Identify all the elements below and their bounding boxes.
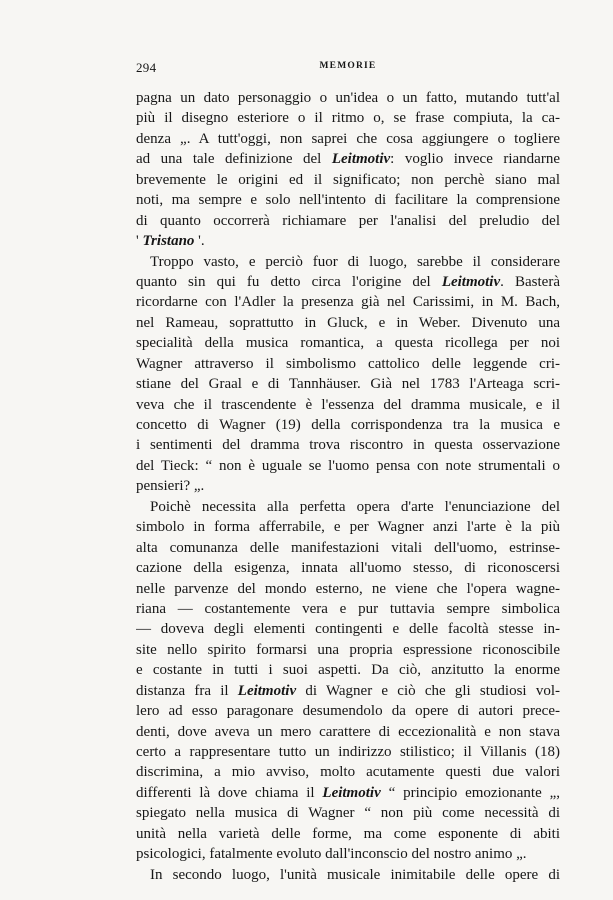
text-line: psicologici, fatalmente evoluto dall'inconscio del nostro animo „. xyxy=(136,846,527,863)
text-line: più il disegno esteriore o il ritmo o, se frase compiuta, la ca- xyxy=(136,110,560,127)
line-text: ' xyxy=(136,233,143,250)
running-head: MEMORIE xyxy=(319,61,377,71)
text-line: Troppo vasto, e perciò fuor di luogo, sarebbe il considerare xyxy=(150,253,560,270)
text-line: di quanto occorrerà richiamare per l'analisi del preludio del xyxy=(136,212,560,229)
italic-term: Leitmotiv xyxy=(331,151,391,168)
line-text: . Basterà xyxy=(500,273,560,290)
text-line xyxy=(136,783,560,803)
italic-term: Leitmotiv xyxy=(237,682,297,699)
line-text: “ principio emozionante „, xyxy=(380,784,560,801)
text-line: Poichè necessita alla perfetta opera d'arte l'enunciazione del xyxy=(150,498,560,515)
text-line: pensieri? „. xyxy=(136,478,205,495)
line-text: : voglio invece riandarne xyxy=(390,151,560,168)
text-line: discrimina, a mio avviso, molto acutamente questi due valori xyxy=(136,764,560,781)
italic-term: Tristano xyxy=(142,233,195,250)
text-line: cazione della esigenza, innata all'uomo stesso, di riconoscersi xyxy=(136,560,560,577)
text-line: riana — costantemente vera e pur tuttavia sempre simbolica xyxy=(136,600,560,617)
text-line: nel Rameau, soprattutto in Gluck, e in Weber. Divenuto una xyxy=(136,314,560,331)
text-line: site nello spirito formarsi una propria espressione riconoscibile xyxy=(136,641,560,658)
text-line: — doveva degli elementi contingenti e delle facoltà stesse in- xyxy=(136,621,560,638)
text-line: brevemente le origini ed il significato; non perchè siano mal xyxy=(136,171,560,188)
line-text: ad una tale definizione del xyxy=(136,151,332,168)
text-line: pagna un dato personaggio o un'idea o un fatto, mutando tutt'al xyxy=(136,90,560,106)
line-text: differenti là dove chiama il xyxy=(136,784,323,801)
text-line xyxy=(136,272,560,292)
text-line: noti, ma sempre e solo nell'intento di facilitare la comprensione xyxy=(136,192,560,209)
text-line: veva che il trascendente è l'essenza del dramma musicale, e il xyxy=(136,396,560,413)
text-line: simbolo in forma afferrabile, e per Wagner anzi l'arte è la più xyxy=(136,519,560,536)
line-text: di Wagner e ciò che gli studiosi vol- xyxy=(296,682,560,699)
text-line: Wagner attraverso il simbolismo cattolico delle leggende cri- xyxy=(136,355,560,372)
line-text: quanto sin qui fu detto circa l'origine del xyxy=(136,273,442,290)
text-line: ricordarne con l'Adler la presenza già nel Carissimi, in M. Bach, xyxy=(136,294,560,311)
body-text xyxy=(136,88,560,885)
text-line: stiane del Graal e di Tannhäuser. Già nel 1783 l'Arteaga scri- xyxy=(136,376,560,393)
text-line: denza „. A tutt'oggi, non saprei che cosa aggiungere o togliere xyxy=(136,130,560,147)
line-text: '. xyxy=(194,233,205,250)
text-line xyxy=(136,149,560,169)
text-line: del Tieck: “ non è uguale se l'uomo pensa con note strumentali o xyxy=(136,457,560,474)
text-line: spiegato nella musica di Wagner “ non più come necessità di xyxy=(136,805,560,822)
text-line: lero ad esso paragonare desumendolo da opere di autori prece- xyxy=(136,703,560,720)
text-line: alta comunanza delle manifestazioni vitali dell'uomo, estrinse- xyxy=(136,539,560,556)
text-line: certo a rappresentare tutto un indirizzo stilistico; il Villanis (18) xyxy=(136,744,560,760)
text-line xyxy=(136,231,560,251)
text-line: specialità della musica romantica, a questa ricollega per noi xyxy=(136,335,560,352)
text-line: i sentimenti del dramma trova riscontro in questa osservazione xyxy=(136,437,560,454)
page-header xyxy=(136,60,560,80)
text-line: unità nella varietà delle forme, ma come esponente di abiti xyxy=(136,825,560,842)
text-line: concetto di Wagner (19) della corrispondenza tra la musica e xyxy=(136,417,560,433)
line-text: distanza fra il xyxy=(136,682,238,699)
italic-term: Leitmotiv xyxy=(441,273,501,290)
text-line: denti, dove aveva un mero carattere di eccezionalità e non stava xyxy=(136,723,560,740)
page-number: 294 xyxy=(136,60,157,75)
text-line: nelle parvenze del mondo esterno, ne viene che l'opera wagne- xyxy=(136,580,560,597)
text-line xyxy=(136,681,560,701)
italic-term: Leitmotiv xyxy=(322,784,381,801)
text-line: In secondo luogo, l'unità musicale inimitabile delle opere di xyxy=(150,866,560,883)
text-line: e costante in tutti i suoi aspetti. Da ciò, anzitutto la enorme xyxy=(136,662,560,679)
